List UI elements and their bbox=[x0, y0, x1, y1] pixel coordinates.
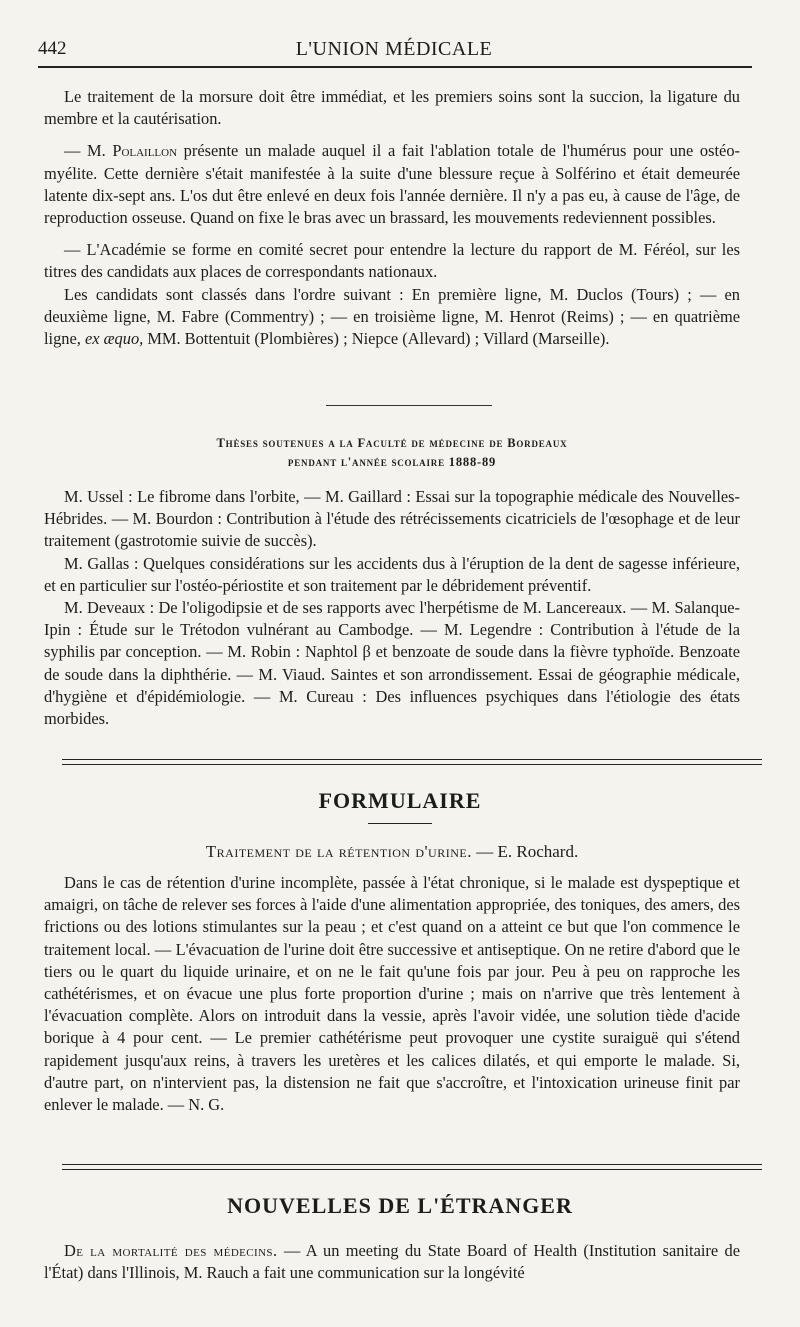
section-divider bbox=[326, 405, 492, 406]
name-polaillon: Polaillon bbox=[112, 141, 178, 161]
page-number: 442 bbox=[38, 38, 67, 59]
polaillon-text: présente un malade auquel il a fait l'ablation totale de l'humérus pour une ostéo-myélite. Cette dernière s'était manifestée à la suite d'une blessure reçue à Solférino et était demeurée latente dix-sept ans. L'os dut être enlevé en deux fois l'année dernière. Il n'y a pas eu, à cause de l'âge, de reproduction osseuse. Quand on fixe le bras avec un brassard, les mouvements redeviennent possibles. bbox=[44, 141, 740, 228]
dash-lead: — M. bbox=[64, 141, 113, 161]
theses-section bbox=[44, 434, 740, 730]
paragraph-candidats bbox=[44, 284, 740, 351]
nouvelles-title: NOUVELLES DE L'ÉTRANGER bbox=[227, 1193, 573, 1218]
header-rule bbox=[38, 66, 752, 68]
nouvelles-lead-smallcaps: De la mortalité des médecins. bbox=[64, 1241, 278, 1260]
nouvelles-section bbox=[44, 1240, 740, 1284]
paragraph-polaillon bbox=[44, 140, 740, 229]
theses-paragraph-1: M. Ussel : Le fibrome dans l'orbite, — M. Gaillard : Essai sur la topographie médicale des Nouvelles-Hébrides. — M. Bourdon : Contribution à l'étude des rétrécissements cicatriciels de l'œsophage et de leur traitement (gastrotomie suivie de succès). bbox=[44, 487, 740, 551]
theses-paragraph-3: M. Deveaux : De l'oligodipsie et de ses rapports avec l'herpétisme de M. Lancereaux. — M. Salanque-Ipin : Étude sur le Trétodon vulnérant au Cambodge. — M. Legendre : Contribution à l'étude de la syphilis par conception. — M. Robin : Naphtol β et benzoate de soude dans la fièvre typhoïde. Benzoate de soude dans la diphthérie. — M. Viaud. Saintes et son arrondissement. Essai de géographie médicale, d'hygiène et d'épidémiologie. — M. Cureau : Des influences psychiques dans l'étiologie des états morbides. bbox=[44, 598, 740, 729]
page-header bbox=[38, 38, 750, 68]
formulaire-subtitle bbox=[44, 842, 740, 862]
formulaire-body: Dans le cas de rétention d'urine incomplète, passée à l'état chronique, si le malade est dyspeptique et amaigri, on tâche de relever ses forces à l'aide d'une alimentation appropriée, des toniques, des amers, des frictions ou des lotions stimulantes sur la peau ; et c'est quand on a atteint ce but que l'on commence le traitement local. — L'évacuation de l'urine doit être successive et antiseptique. On ne retire d'abord que le tiers ou le quart du liquide urinaire, et on ne le fait qu'une fois par jour. Peu à peu on rapproche les cathétérismes, et on évacue une plus forte proportion d'urine ; mais on n'arrive que très lentement à l'évacuation complète. Alors on introduit dans la vessie, après l'avoir vidée, une solution tiède d'acide borique à 4 pour cent. — Le premier cathétérisme peut provoquer une cystite suraiguë qui s'étend rapidement jusqu'aux reins, à travers les uretères et les calices dilatés, et qui emporte le malade. Si, d'autre part, on n'intervient pas, la distension ne fait que s'accroître, et l'intoxication urineuse finit par enlever le malade. — N. G. bbox=[44, 873, 740, 1115]
academie-section bbox=[44, 86, 740, 350]
subtitle-author: — E. Rochard. bbox=[471, 842, 579, 861]
formulaire-underline bbox=[368, 823, 432, 824]
candidats-text-a: Les candidats sont classés dans l'ordre suivant : En première ligne, M. Duclos (Tours) ; — en deuxième ligne, M. Fabre (Commentry) ; — en troisième ligne, M. Henrot (Reims) ; — en quatrième ligne, bbox=[44, 284, 740, 349]
nouvelles-body-text: — A un meeting du State Board of Health (Institution sanitaire de l'État) dans l'Illinois, M. Rauch a fait une communication sur la longévité bbox=[44, 1241, 740, 1283]
journal-title: L'UNION MÉDICALE bbox=[295, 38, 493, 60]
subtitle-smallcaps: Traitement de la rétention d'urine. bbox=[205, 842, 472, 861]
double-rule-formulaire bbox=[62, 759, 762, 765]
theses-title-line2: pendant l'année scolaire 1888-89 bbox=[287, 455, 497, 469]
formulaire-section bbox=[44, 842, 740, 1116]
candidats-italic: ex æquo, bbox=[84, 329, 144, 349]
double-rule-nouvelles bbox=[62, 1164, 762, 1170]
theses-title-line1: Thèses soutenues a la Faculté de médecine de Bordeaux bbox=[216, 436, 568, 450]
formulaire-title: FORMULAIRE bbox=[318, 788, 482, 813]
paragraph-comite-secret: — L'Académie se forme en comité secret pour entendre la lecture du rapport de M. Féréol, sur les titres des candidats aux places de correspondants nationaux. bbox=[44, 240, 740, 282]
paragraph-morsure: Le traitement de la morsure doit être immédiat, et les premiers soins sont la succion, la ligature du membre et la cautérisation. bbox=[44, 87, 740, 129]
candidats-text-b: MM. Bottentuit (Plombières) ; Niepce (Allevard) ; Villard (Marseille). bbox=[143, 329, 610, 349]
nouvelles-paragraph bbox=[44, 1240, 740, 1284]
theses-paragraph-2: M. Gallas : Quelques considérations sur les accidents dus à l'éruption de la dent de sagesse inférieure, et en particulier sur l'ostéo-périostite et son traitement par le débridement préventif. bbox=[44, 553, 740, 595]
